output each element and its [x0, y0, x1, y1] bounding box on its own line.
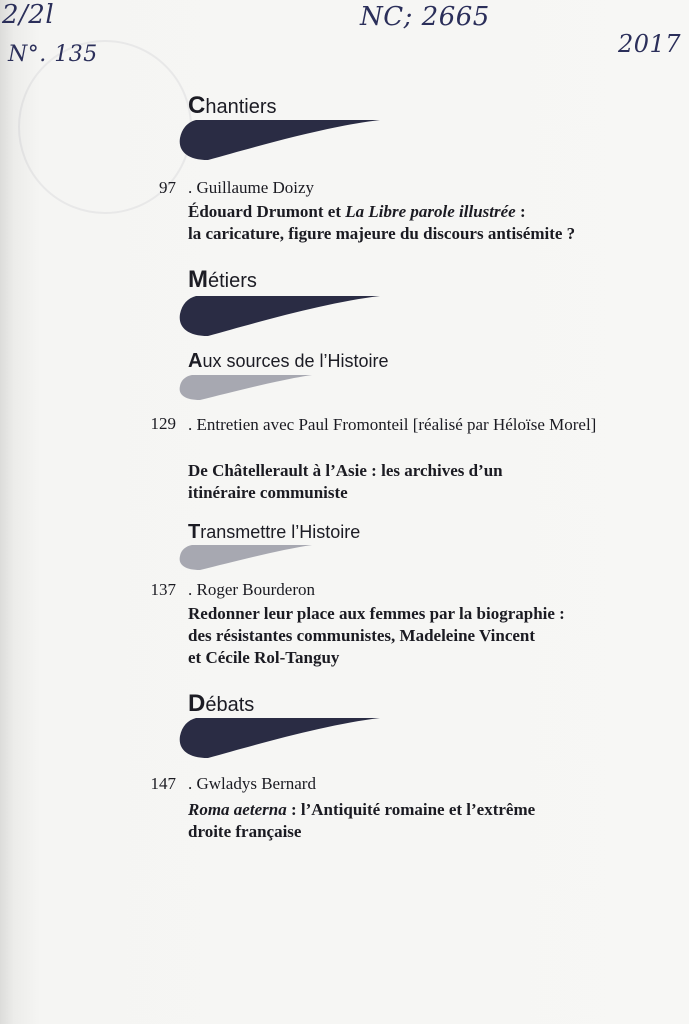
swoosh-ornament	[178, 714, 388, 760]
title-line-1: Redonner leur place aux femmes par la biographie :	[188, 604, 565, 623]
handwritten-date: 2/2l	[2, 0, 55, 30]
page-number: 137	[150, 580, 176, 599]
title-line-2: itinéraire communiste	[188, 483, 348, 502]
section-rest: ébats	[205, 694, 255, 716]
page-number: 129	[150, 414, 176, 433]
page-number: 147	[150, 774, 176, 793]
swoosh-ornament-light	[178, 542, 318, 572]
section-title-transmettre	[188, 521, 360, 544]
section-initial: D	[188, 690, 206, 717]
section-rest: ux sources de l’Histoire	[202, 351, 389, 371]
section-initial: T	[188, 521, 201, 543]
title-italic-part: La Libre parole illustrée	[345, 202, 516, 221]
swoosh-ornament	[178, 116, 388, 162]
title-line-2: la caricature, figure majeure du discours antisémite ?	[188, 224, 576, 243]
title-line-1: De Châtellerault à l’Asie : les archives d’un	[188, 461, 503, 480]
section-rest: ransmettre l’Histoire	[200, 522, 361, 542]
title-italic-part: Roma aeterna	[188, 800, 287, 819]
title-line-2: droite française	[188, 822, 302, 841]
section-initial: A	[188, 350, 203, 372]
handwritten-catalog-number: NC; 2665	[360, 2, 490, 32]
page-number: 97	[159, 178, 176, 197]
title-part: : l’Antiquité romaine et l’extrême	[286, 800, 536, 819]
article-title	[188, 603, 638, 669]
section-title-metiers	[188, 266, 257, 294]
author: . Entretien avec Paul Fromonteil [réalisé par Héloïse Morel]	[188, 415, 597, 434]
swoosh-ornament	[178, 292, 388, 338]
section-initial: M	[188, 266, 208, 293]
article-title	[188, 201, 638, 245]
author: . Roger Bourderon	[188, 580, 316, 599]
section-initial: C	[188, 92, 206, 119]
title-line-2: des résistantes communistes, Madeleine Vincent	[188, 626, 536, 645]
swoosh-ornament-light	[178, 372, 318, 402]
title-line-3: et Cécile Rol-Tanguy	[188, 648, 340, 667]
handwritten-issue-number: N°. 135	[8, 42, 98, 67]
author: . Guillaume Doizy	[188, 178, 315, 197]
section-title-aux-sources	[188, 350, 389, 373]
article-title	[188, 460, 638, 504]
handwritten-year: 2017	[618, 30, 682, 58]
title-part: Édouard Drumont et	[188, 202, 346, 221]
author: . Gwladys Bernard	[188, 774, 316, 793]
section-rest: hantiers	[205, 96, 277, 118]
section-rest: étiers	[208, 270, 257, 292]
title-part: :	[515, 202, 526, 221]
article-title	[188, 799, 638, 843]
